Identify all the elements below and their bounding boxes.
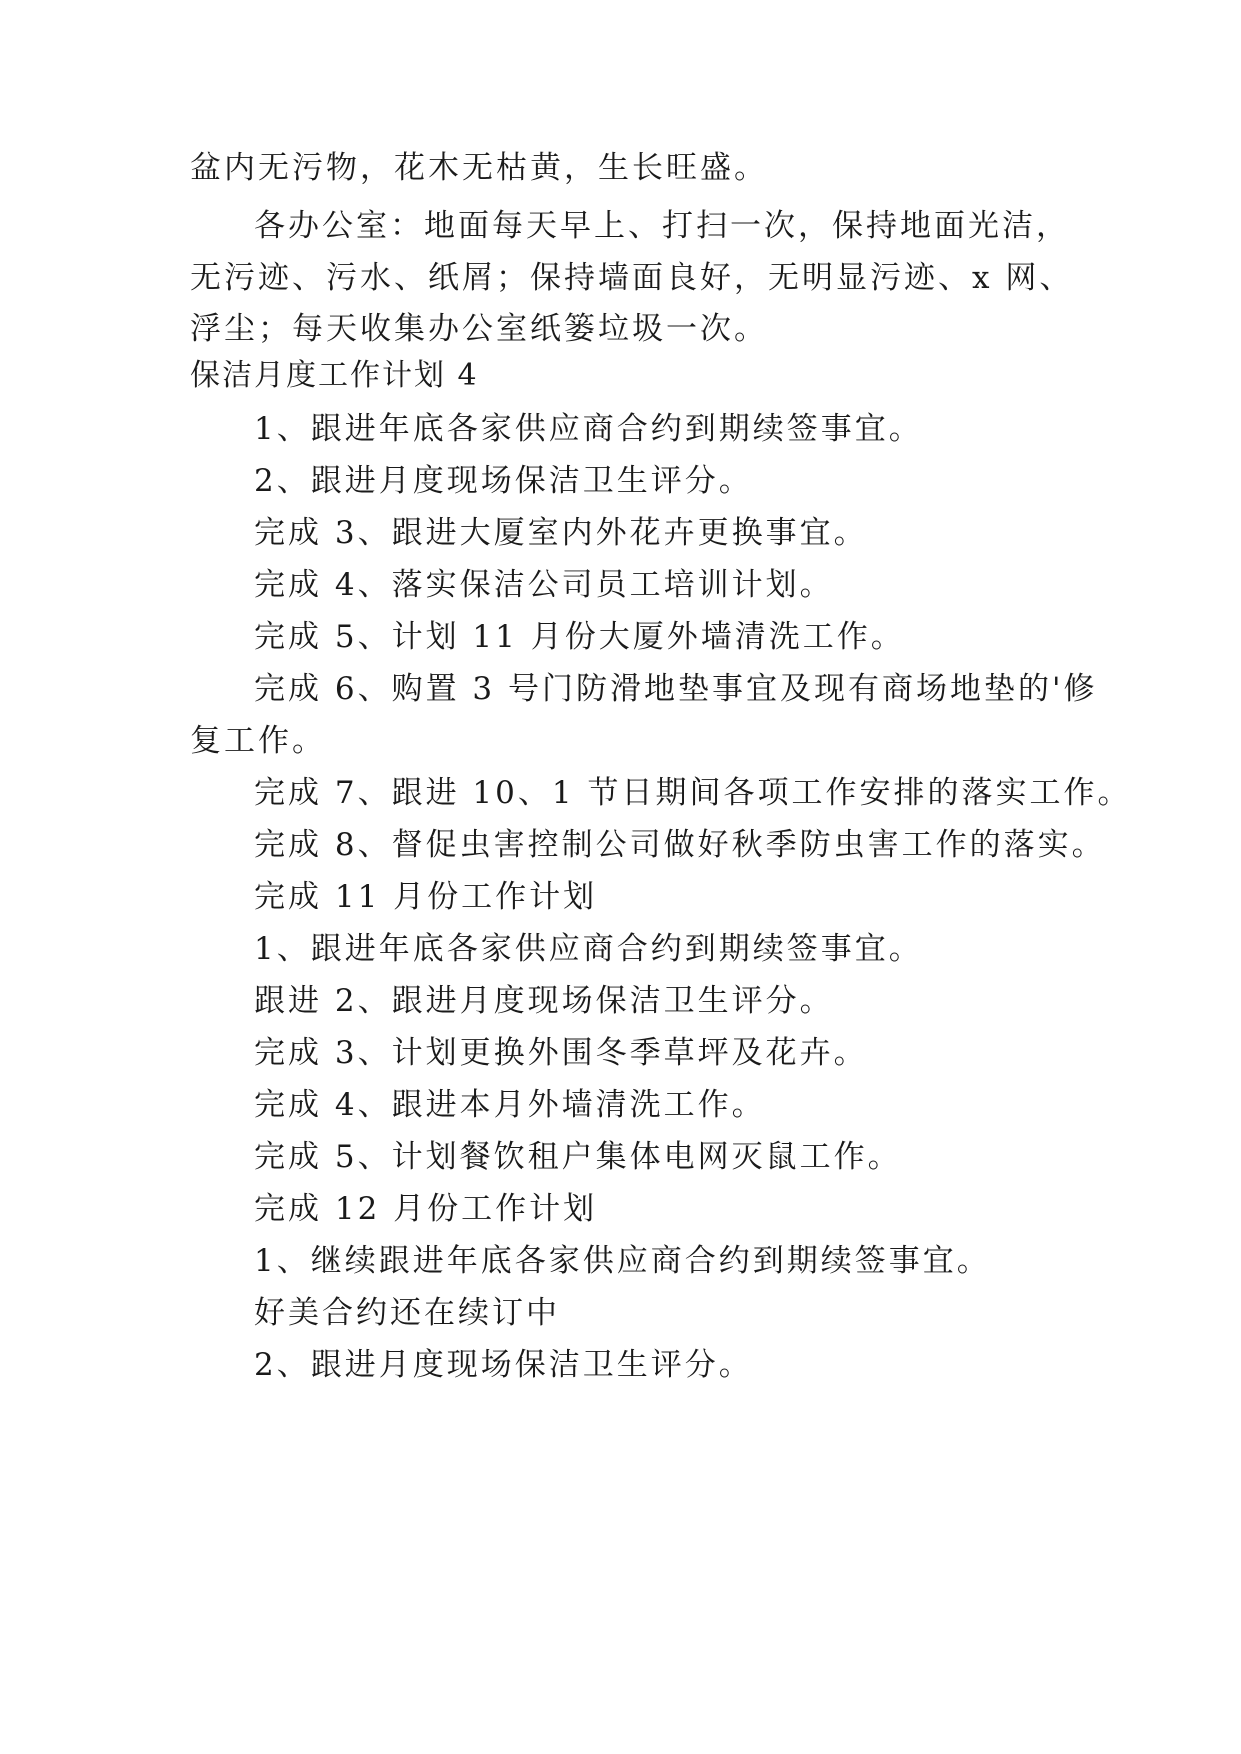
list-item: 完成 7、跟进 10、1 节日期间各项工作安排的落实工作。 bbox=[254, 775, 1132, 811]
list-item: 跟进 2、跟进月度现场保洁卫生评分。 bbox=[254, 983, 834, 1019]
list-item-continuation: 复工作。 bbox=[190, 723, 326, 759]
list-item-note: 好美合约还在续订中 bbox=[254, 1295, 560, 1331]
list-item: 完成 5、计划餐饮租户集体电网灭鼠工作。 bbox=[254, 1139, 902, 1175]
list-item: 完成 6、购置 3 号门防滑地垫事宜及现有商场地垫的'修 bbox=[254, 671, 1098, 707]
list-item: 完成 5、计划 11 月份大厦外墙清洗工作。 bbox=[254, 619, 905, 655]
paragraph-line: 无污迹、污水、纸屑；保持墙面良好，无明显污迹、x 网、 bbox=[190, 260, 1074, 296]
list-item: 完成 4、跟进本月外墙清洗工作。 bbox=[254, 1087, 766, 1123]
list-item: 1、继续跟进年底各家供应商合约到期续签事宜。 bbox=[254, 1243, 991, 1279]
subsection-heading: 完成 12 月份工作计划 bbox=[254, 1191, 598, 1227]
list-item: 完成 3、跟进大厦室内外花卉更换事宜。 bbox=[254, 515, 868, 551]
subsection-heading: 完成 11 月份工作计划 bbox=[254, 879, 598, 915]
paragraph-line: 浮尘；每天收集办公室纸篓垃圾一次。 bbox=[190, 311, 768, 347]
list-item: 2、跟进月度现场保洁卫生评分。 bbox=[254, 463, 753, 499]
paragraph-line: 各办公室：地面每天早上、打扫一次，保持地面光洁， bbox=[254, 208, 1070, 244]
list-item: 1、跟进年底各家供应商合约到期续签事宜。 bbox=[254, 411, 923, 447]
paragraph-line: 盆内无污物，花木无枯黄，生长旺盛。 bbox=[190, 150, 768, 186]
list-item: 完成 4、落实保洁公司员工培训计划。 bbox=[254, 567, 834, 603]
list-item: 完成 8、督促虫害控制公司做好秋季防虫害工作的落实。 bbox=[254, 827, 1106, 863]
list-item: 1、跟进年底各家供应商合约到期续签事宜。 bbox=[254, 931, 923, 967]
list-item: 2、跟进月度现场保洁卫生评分。 bbox=[254, 1347, 753, 1383]
section-heading: 保洁月度工作计划 4 bbox=[190, 358, 479, 393]
list-item: 完成 3、计划更换外围冬季草坪及花卉。 bbox=[254, 1035, 868, 1071]
